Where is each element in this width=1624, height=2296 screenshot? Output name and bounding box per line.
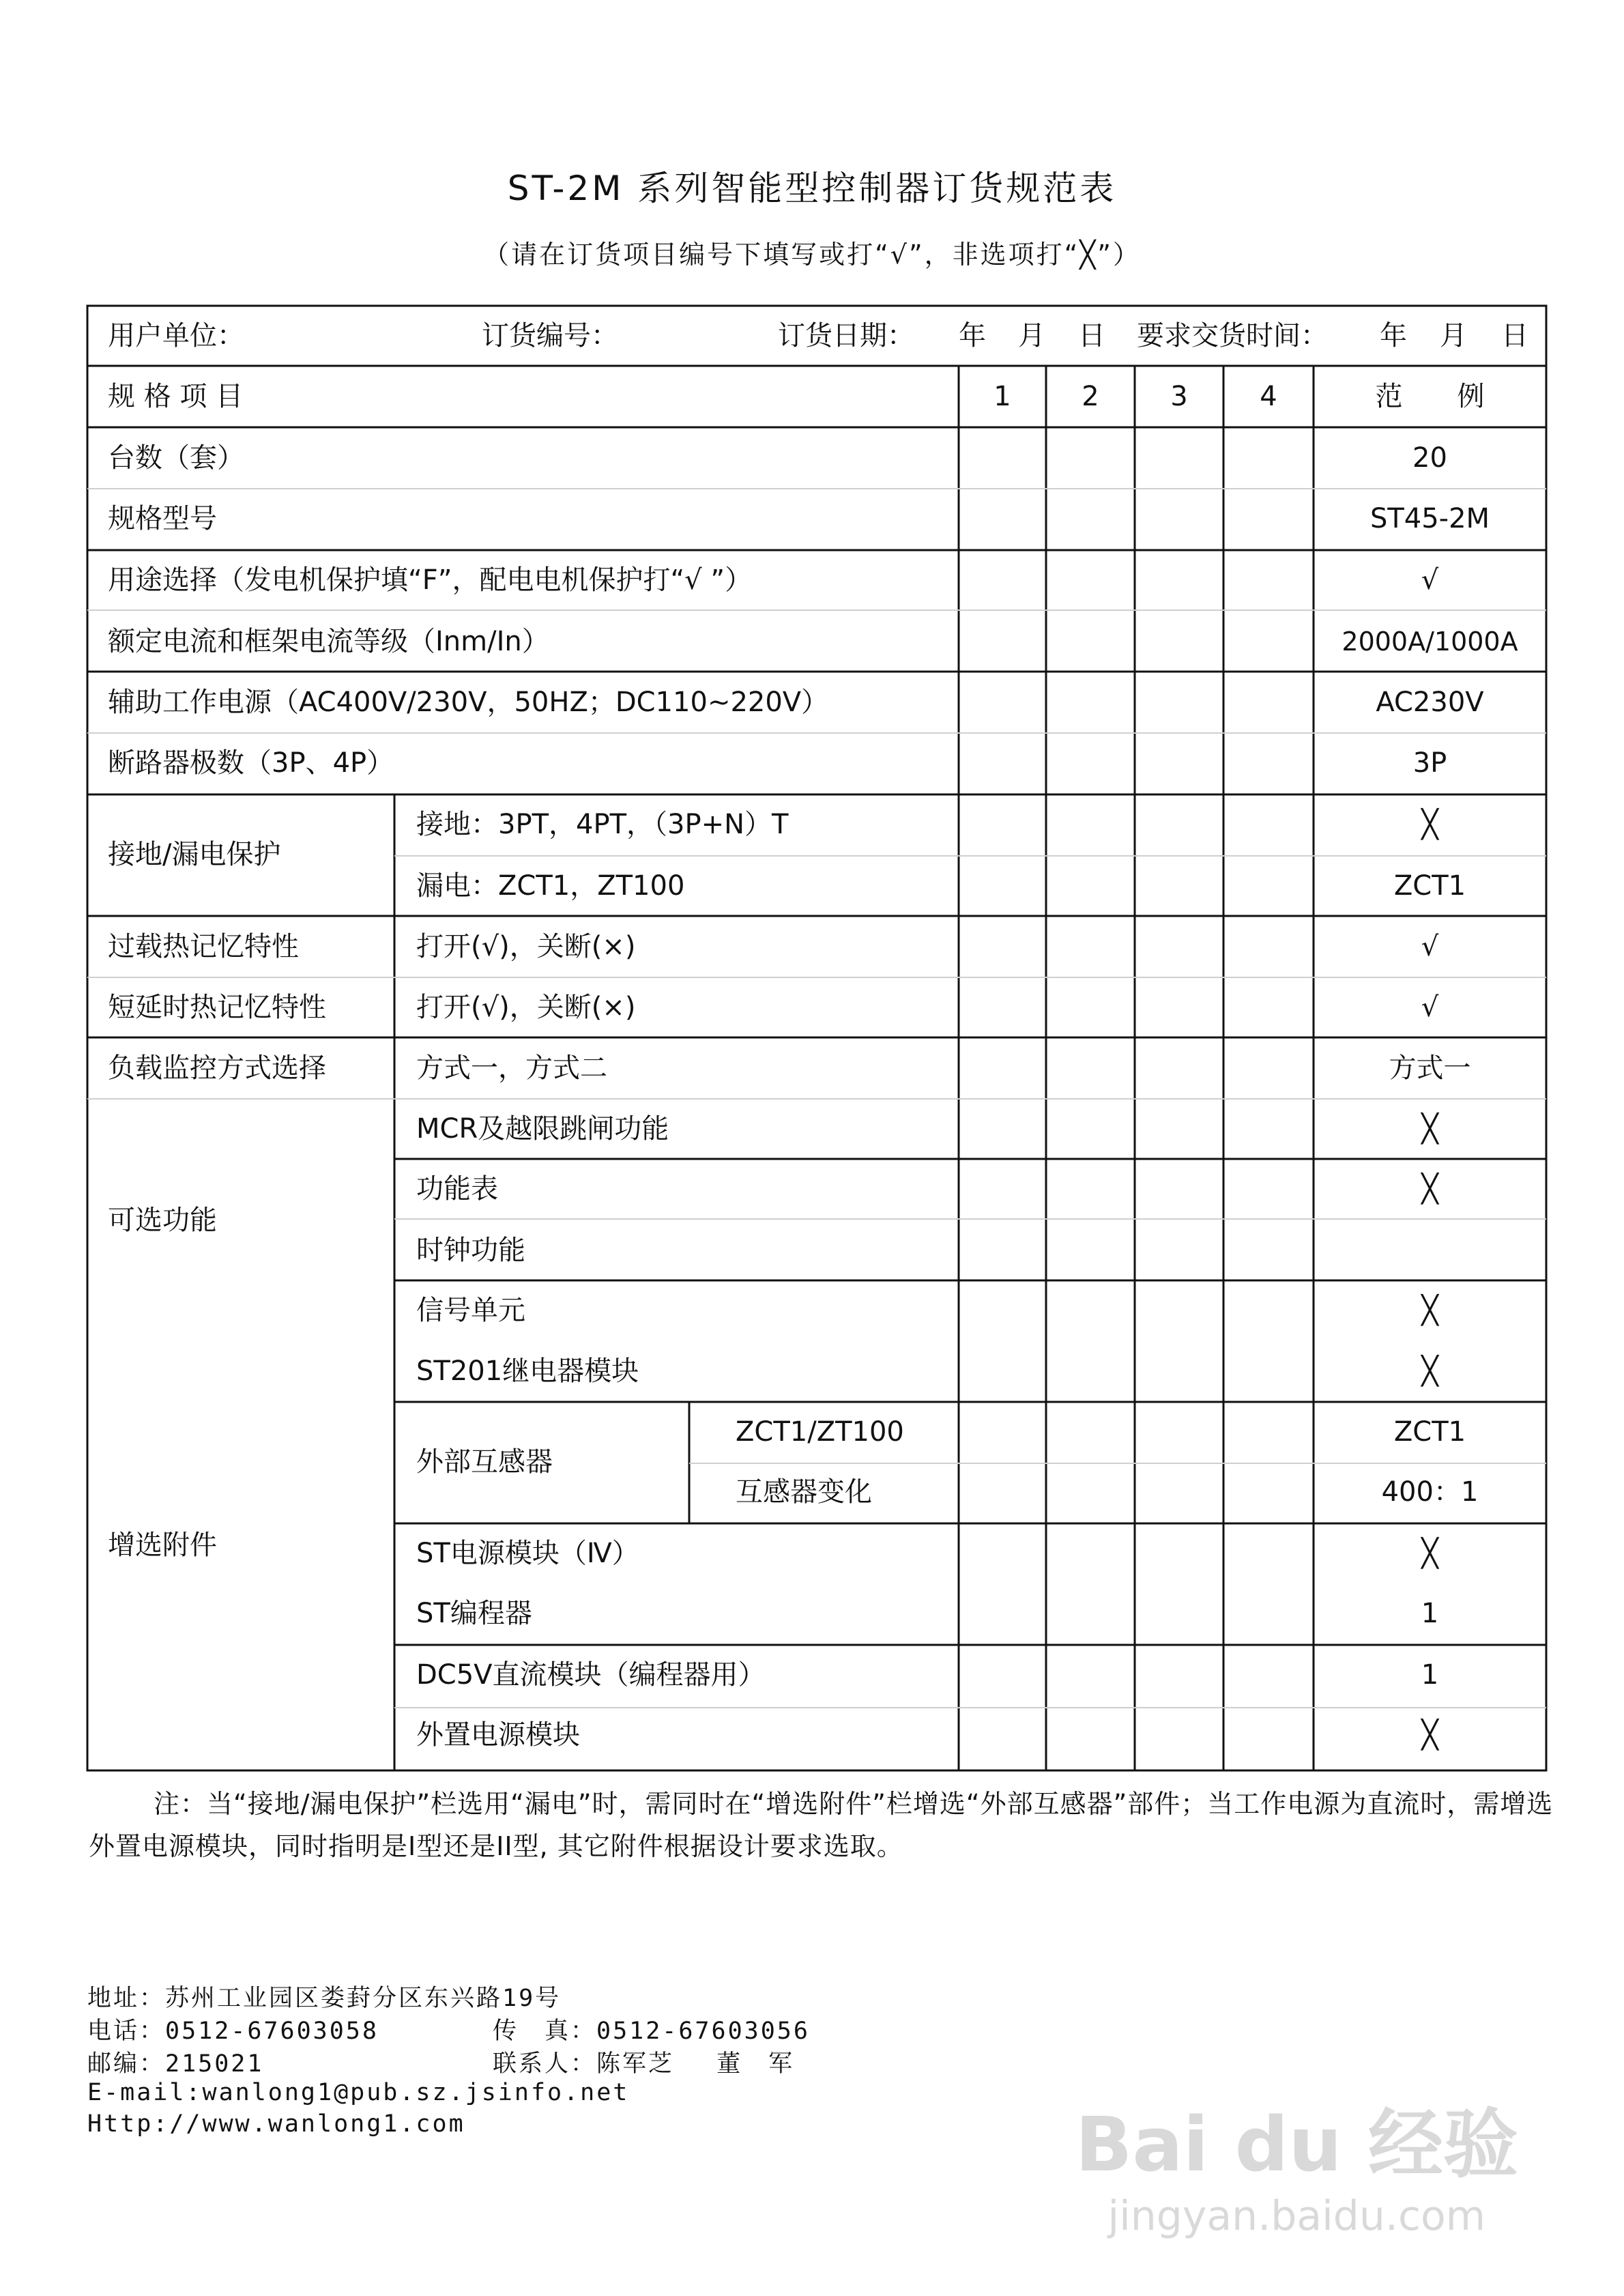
row-zct-label: ZCT1/ZT100: [736, 1416, 904, 1448]
order-date-year: 年: [959, 320, 986, 351]
example-relay: ╳: [1421, 1355, 1438, 1387]
example-mcr: ╳: [1421, 1113, 1438, 1145]
group-optional-functions: 可选功能: [108, 1205, 217, 1236]
row-aux-power-label: 辅助工作电源（AC400V/230V，50HZ；DC110~220V）: [108, 687, 829, 718]
row-ext-power-label: 外置电源模块: [416, 1719, 580, 1751]
row-power-module-label: ST电源模块（Ⅳ）: [416, 1538, 639, 1569]
column-header-example: 范 例: [1375, 381, 1485, 412]
watermark-url: jingyan.baidu.com: [1107, 2192, 1486, 2240]
delivery-year: 年: [1380, 320, 1407, 351]
example-signal: ╳: [1421, 1295, 1438, 1326]
row-short-delay-label: 打开(√)，关断(×): [416, 992, 636, 1023]
row-relay-label: ST201继电器模块: [416, 1355, 639, 1387]
watermark-logo: Bai du 经验: [1075, 2101, 1518, 2188]
order-number-label: 订货编号：: [482, 320, 618, 351]
footer-website: Http://www.wanlong1.com: [87, 2110, 465, 2138]
order-date-label: 订货日期：: [778, 320, 914, 351]
example-power-module: ╳: [1421, 1538, 1438, 1569]
row-purpose-label: 用途选择（发电机保护填“F”，配电电机保护打“√ ”）: [108, 564, 753, 596]
group-external-ct: 外部互感器: [416, 1446, 553, 1478]
row-clock-label: 时钟功能: [416, 1235, 525, 1266]
footer-address: 地址：苏州工业园区娄葑分区东兴路19号: [87, 1985, 562, 2012]
column-header-3: 3: [1170, 381, 1188, 412]
example-qty: 20: [1412, 442, 1447, 474]
example-model: ST45-2M: [1369, 503, 1490, 534]
example-ground: ╳: [1421, 809, 1438, 840]
example-poles: 3P: [1412, 747, 1447, 779]
group-overload: 过载热记忆特性: [108, 931, 299, 962]
delivery-time-label: 要求交货时间：: [1137, 320, 1328, 351]
row-dc-module-label: DC5V直流模块（编程器用）: [416, 1659, 766, 1691]
footer-phone: 电话：0512-67603058: [87, 2018, 379, 2045]
page-subtitle: （请在订货项目编号下填写或打“√”，非选项打“╳”）: [483, 240, 1141, 270]
row-current-label: 额定电流和框架电流等级（Inm/In）: [108, 626, 549, 657]
row-signal-label: 信号单元: [416, 1295, 525, 1326]
user-unit-label: 用户单位：: [108, 320, 244, 351]
group-accessories: 增选附件: [108, 1530, 217, 1561]
order-date-day: 日: [1078, 320, 1105, 351]
footer-contact: 联系人：陈军芝 董 军: [493, 2050, 795, 2078]
row-programmer-label: ST编程器: [416, 1598, 532, 1629]
row-load-monitor-label: 方式一，方式二: [416, 1052, 607, 1084]
row-qty-label: 台数（套）: [108, 442, 244, 474]
row-leak-label: 漏电：ZCT1，ZT100: [416, 870, 685, 902]
column-header-4: 4: [1260, 381, 1277, 412]
example-aux-power: AC230V: [1376, 687, 1484, 718]
example-overload: √: [1421, 931, 1439, 962]
row-model-label: 规格型号: [108, 503, 217, 534]
delivery-day: 日: [1501, 320, 1528, 351]
example-short-delay: √: [1421, 992, 1439, 1023]
group-ground-leak: 接地/漏电保护: [108, 839, 281, 870]
row-meter-label: 功能表: [416, 1173, 498, 1205]
page-title: ST-2M 系列智能型控制器订货规范表: [507, 169, 1117, 208]
row-overload-label: 打开(√)，关断(×): [416, 931, 636, 962]
example-meter: ╳: [1421, 1173, 1438, 1205]
row-poles-label: 断路器极数（3P、4P）: [108, 747, 394, 779]
order-date-month: 月: [1018, 320, 1045, 351]
row-ground-label: 接地：3PT，4PT，（3P+N）T: [416, 809, 789, 840]
example-current: 2000A/1000A: [1342, 627, 1518, 657]
example-zct: ZCT1: [1393, 1416, 1466, 1448]
column-header-2: 2: [1082, 381, 1099, 412]
footer-postcode: 邮编：215021: [87, 2050, 264, 2078]
group-short-delay: 短延时热记忆特性: [108, 992, 326, 1023]
example-purpose: √: [1421, 564, 1439, 596]
example-load-monitor: 方式一: [1389, 1052, 1471, 1084]
footer-fax: 传 真：0512-67603056: [493, 2018, 810, 2045]
column-header-1: 1: [994, 381, 1011, 412]
row-ct-ratio-label: 互感器变化: [736, 1476, 872, 1508]
row-mcr-label: MCR及越限跳闸功能: [416, 1113, 669, 1145]
example-leak: ZCT1: [1393, 870, 1466, 902]
column-header-item: 规 格 项 目: [108, 381, 244, 412]
footer-email: E-mail:wanlong1@pub.sz.jsinfo.net: [87, 2079, 630, 2106]
example-ext-power: ╳: [1421, 1719, 1438, 1751]
example-dc-module: 1: [1421, 1659, 1439, 1691]
example-ct-ratio: 400：1: [1381, 1476, 1479, 1508]
baidu-watermark: [1075, 2084, 1518, 2240]
footnote: 注：当“接地/漏电保护”栏选用“漏电”时，需同时在“增选附件”栏增选“外部互感器”部件；当工作电源为直流时，需增选外置电源模块，同时指明是I型还是II型, 其它附件根据设计要求选取。: [89, 1789, 1554, 1861]
delivery-month: 月: [1440, 320, 1467, 351]
example-programmer: 1: [1421, 1598, 1439, 1629]
group-load-monitor: 负载监控方式选择: [108, 1052, 326, 1084]
